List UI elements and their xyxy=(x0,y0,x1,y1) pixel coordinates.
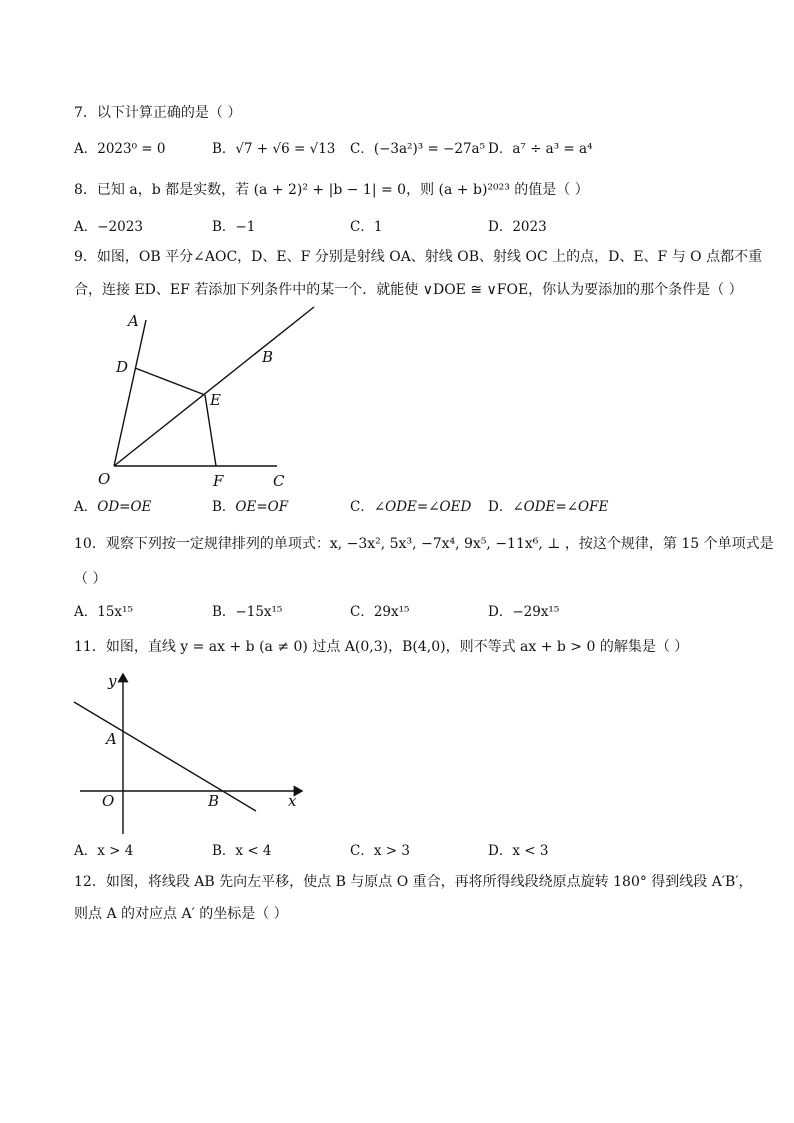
q9-option-b: B．OE=OF xyxy=(212,499,289,515)
label-b: B xyxy=(262,348,274,366)
q10-option-b: B．−15x¹⁵ xyxy=(212,604,283,620)
label-y: y xyxy=(108,672,117,690)
q10-option-d: D．−29x¹⁵ xyxy=(488,604,560,620)
q9-option-d: D．∠ODE=∠OFE xyxy=(488,499,609,515)
question-12-stem-line1: 12．如图，将线段 AB 先向左平移，使点 B 与原点 O 重合，再将所得线段绕原点旋转 180° 得到线段 A′B′， xyxy=(74,874,753,890)
q8-option-a: A．−2023 xyxy=(74,219,143,235)
label-a: A xyxy=(106,730,117,748)
q11-option-b: B．x < 4 xyxy=(212,843,272,859)
label-e: E xyxy=(210,391,221,409)
q10-option-a: A．15x¹⁵ xyxy=(74,604,133,620)
q11-line-graph-figure xyxy=(66,668,316,838)
q11-option-c: C．x > 3 xyxy=(350,843,410,859)
label-o: O xyxy=(102,792,115,810)
q7-option-b: B．√7 + √6 = √13 xyxy=(212,141,336,157)
label-b: B xyxy=(208,792,220,810)
q9-option-a: A．OD=OE xyxy=(74,499,152,515)
label-o: O xyxy=(98,470,111,488)
question-9-stem-line1: 9．如图，OB 平分∠AOC，D、E、F 分别是射线 OA、射线 OB、射线 OC 上的点，D、E、F 与 O 点都不重 xyxy=(74,249,763,265)
label-x: x xyxy=(288,792,297,810)
label-d: D xyxy=(116,358,129,376)
q8-option-c: C．1 xyxy=(350,219,383,235)
q7-option-d: D．a⁷ ÷ a³ = a⁴ xyxy=(488,141,593,157)
q9-angle-bisector-figure xyxy=(90,302,330,492)
label-c: C xyxy=(273,472,285,490)
q9-option-c: C．∠ODE=∠OED xyxy=(350,499,472,515)
q11-option-a: A．x > 4 xyxy=(74,843,134,859)
q11-option-d: D．x < 3 xyxy=(488,843,549,859)
question-12-stem-line2: 则点 A 的对应点 A′ 的坐标是（ ） xyxy=(74,906,288,922)
q8-option-d: D．2023 xyxy=(488,219,547,235)
question-7-stem: 7．以下计算正确的是（ ） xyxy=(74,105,242,121)
question-10-stem-line1: 10．观察下列按一定规律排列的单项式：x, −3x², 5x³, −7x⁴, 9x⁵, −11x⁶, ⊥ ，按这个规律，第 15 个单项式是 xyxy=(74,536,774,552)
label-f: F xyxy=(213,472,224,490)
question-8-stem: 8．已知 a，b 都是实数，若 (a + 2)² + |b − 1| = 0，则 (a + b)²⁰²³ 的值是（ ） xyxy=(74,182,589,198)
q8-option-b: B．−1 xyxy=(212,219,256,235)
question-10-stem-line2: （ ） xyxy=(74,571,107,587)
question-9-stem-line2: 合，连接 ED、EF 若添加下列条件中的某一个．就能使 ∨DOE ≅ ∨FOE，你认为要添加的那个条件是（ ） xyxy=(74,282,743,298)
q7-option-a: A．2023⁰ = 0 xyxy=(74,141,166,157)
question-11-stem: 11．如图，直线 y = ax + b (a ≠ 0) 过点 A(0,3)，B(4,0)，则不等式 ax + b > 0 的解集是（ ） xyxy=(74,639,689,655)
segment-ed xyxy=(135,368,205,395)
q7-option-c: C．(−3a²)³ = −27a⁵ xyxy=(350,141,485,157)
q10-option-c: C．29x¹⁵ xyxy=(350,604,410,620)
label-a: A xyxy=(128,312,139,330)
